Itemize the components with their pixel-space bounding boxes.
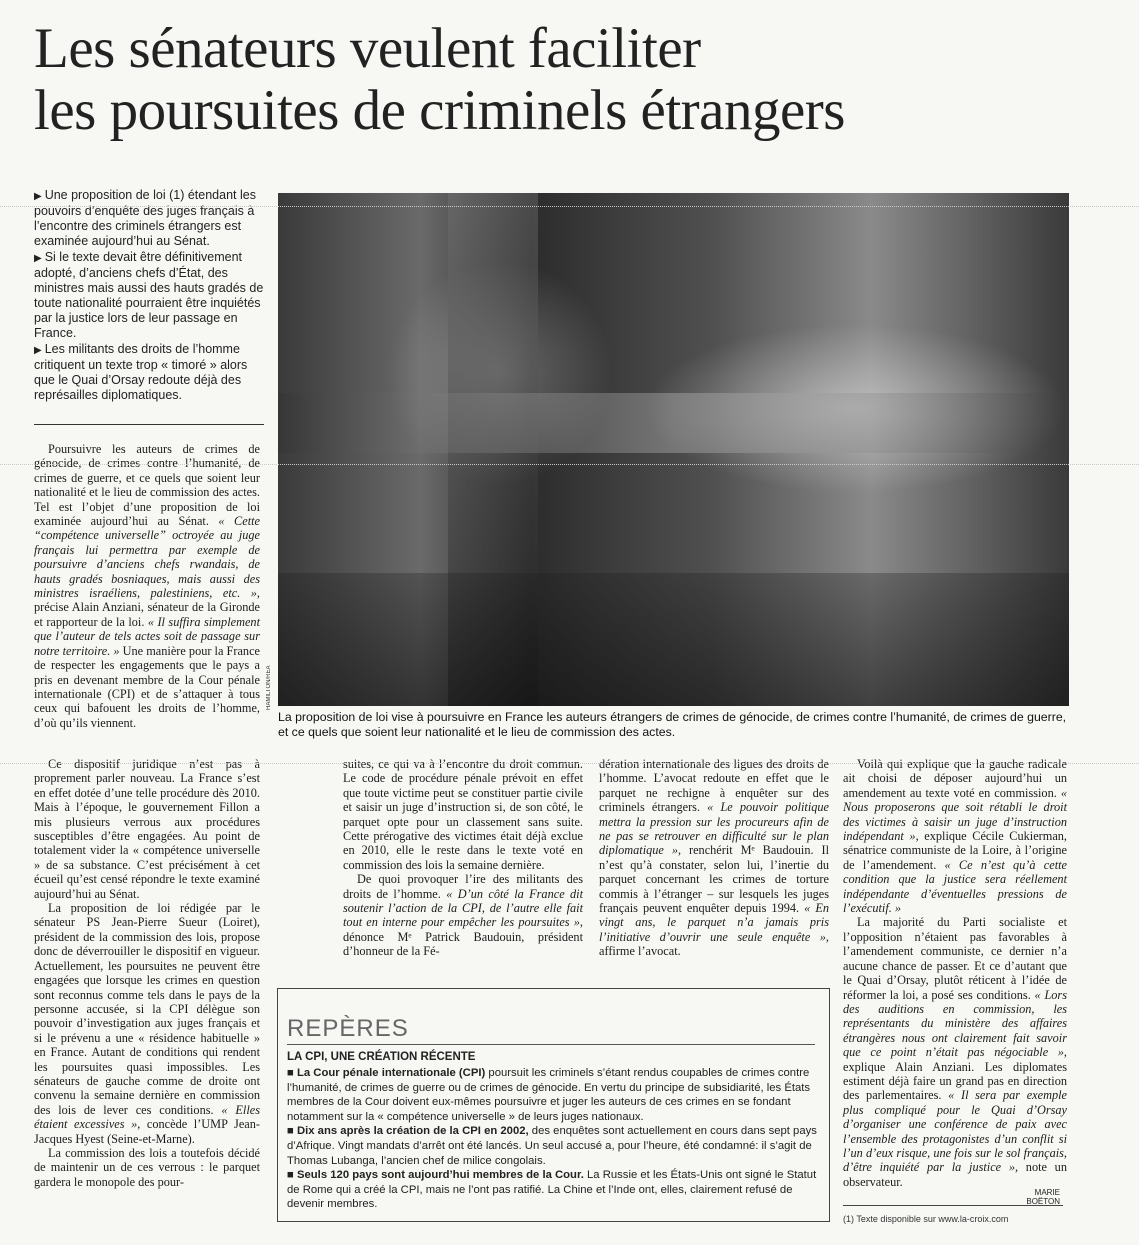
reperes-body xyxy=(287,1066,819,1212)
photo-credit: HAMILTON/REA xyxy=(266,665,272,710)
scan-artifact-line xyxy=(0,464,1139,465)
lead-item-text: Si le texte devait être définitivement adopté, d’anciens chefs d’État, des ministres mais aussi des hauts gradés de toute nationalité pourraient être inquiétés par la justice lors de leur passage en France. xyxy=(34,250,264,340)
scan-artifact-line xyxy=(0,206,1139,207)
bullet-icon: ■ xyxy=(287,1125,297,1138)
headline-line-2: les poursuites de criminels étrangers xyxy=(34,79,845,142)
lead-item xyxy=(34,188,264,249)
article-paragraph: La majorité du Parti socialiste et l’opposition n’étaient pas favorables à l’amendement communiste, ce dernier n’a aucune chance de passer. Et ce d’autant que le Quai d’Orsay, plutôt réticent à l’idée de réformer la loi, a posé ses conditions. « Lors des auditions en commission, les représentants du ministère des affaires étrangères nous ont clairement fait savoir que ce point n’était pas négociable », explique Alain Anziani. Les diplomates estiment déjà faire un grand pas en direction des parlementaires. « Il sera par exemple plus compliqué pour le Quai d’Orsay d’organiser une conférence de paix avec l’ensemble des protagonistes d’un conflit si l’un d’eux risque, une fois sur le sol français, d’être inquiété par la justice », note un observateur. xyxy=(843,915,1068,1189)
lead-summary xyxy=(34,188,264,404)
footnote: (1) Texte disponible sur www.la-croix.com xyxy=(843,1214,1009,1224)
headline xyxy=(34,18,1124,142)
reperes-item: ■ Dix ans après la création de la CPI en 2002, des enquêtes sont actuellement en cours dans sept pays d’Afrique. Vingt mandats d’arrêt ont été lancés. Un seul accusé a, pour l’heure, été condamné: il s’agit de Thomas Lubanga, l’ancien chef de milice congolais. xyxy=(287,1125,817,1167)
scan-artifact-line xyxy=(0,763,1139,764)
bullet-icon: ▶ xyxy=(34,345,42,356)
article-column-4 xyxy=(843,757,1067,1189)
article-column-1-top xyxy=(34,442,260,730)
author-signature: MARIE BOËTON xyxy=(1026,1188,1060,1206)
article-paragraph: Ce dispositif juridique n’est pas à proprement parler nouveau. La France s’est en effet dotée d’une telle procédure dès 2010. Mais à l’époque, le gouvernement Fillon a mis plusieurs verrous aux procédures susceptibles d’être engagées. Au point de totalement vider la « compétence universelle » de sa substance. C’est précisément à cet écueil qu’est censé répondre le texte examiné aujourd’hui au Sénat. xyxy=(34,757,260,901)
article-paragraph: Poursuivre les auteurs de crimes de génocide, de crimes contre l’humanité, de crimes de guerre, et ce quels que soient leur nationalité et le lieu de commission des actes. Tel est l’objet d’une proposition de loi examinée aujourd’hui au Sénat. « Cette “compétence universelle” octroyée au juge français lui permettra par exemple de poursuivre d’anciens chefs rwandais, de hauts gradés bosniaques, mais aussi des ministres israéliens, palestiniens, etc. », précise Alain Anziani, sénateur de la Gironde et rapporteur de la loi. « Il suffira simplement que l’auteur de tels actes soit de passage sur notre territoire. » Une manière pour la France de respecter les engagements que le pays a pris en devenant membre de la Cour pénale internationale (CPI) et de s’attaquer à tous ceux qui bafouent les droits de l’homme, d’où qu’ils viennent. xyxy=(34,442,260,730)
article-photo xyxy=(278,193,1069,706)
bullet-icon: ■ xyxy=(287,1067,297,1079)
article-paragraph: suites, ce qui va à l’encontre du droit commun. Le code de procédure pénale prévoit en effet que toute victime peut se constituer partie civile et saisir un juge d’instruction si, de son côté, le parquet opte pour un classement sans suite. Cette prérogative des victimes était déjà exclue en 2010, elle le reste dans le texte voté en commission des lois la semaine dernière. xyxy=(343,757,583,872)
article-column-3 xyxy=(599,757,829,959)
reperes-item: ■ Seuls 120 pays sont aujourd’hui membres de la Cour. La Russie et les États-Unis ont signé le Statut de Rome qui a créé la CPI, mais ne l’ont pas ratifié. La Chine et l’Inde ont, elles, clairement refusé de devenir membres. xyxy=(287,1169,817,1211)
article-column-2 xyxy=(343,757,583,959)
lead-divider xyxy=(34,424,264,425)
photo-caption: La proposition de loi vise à poursuivre en France les auteurs étrangers de crimes de génocide, de crimes contre l’humanité, de crimes de guerre, et ce quels que soient leur nationalité et le lieu de commission des actes. xyxy=(278,710,1067,739)
lead-item-text: Une proposition de loi (1) étendant les pouvoirs d’enquête des juges français à l’encontre des criminels étrangers est examinée aujourd’hui au Sénat. xyxy=(34,188,256,248)
reperes-item: ■ La Cour pénale internationale (CPI) poursuit les criminels s’étant rendus coupables de crimes contre l’humanité, de crimes de guerre ou de crimes de génocide. En vertu du principe de subsidiarité, les États membres de la Cour doivent eux-mêmes poursuivre et juger les auteurs de ces crimes en se fondant notamment sur la « compétence universelle » de leurs juges nationaux. xyxy=(287,1067,811,1123)
reperes-divider xyxy=(287,1044,815,1045)
footnote-divider xyxy=(843,1205,1063,1206)
lead-item xyxy=(34,250,264,341)
article-paragraph: Voilà qui explique que la gauche radicale ait choisi de déposer aujourd’hui un amendement au texte voté en commission. « Nous proposerons que soit rétabli le droit des victimes à saisir un juge d’instruction indépendant », explique Cécile Cukierman, sénatrice communiste de la Loire, à l’origine de l’amendement. « Ce n’est qu’à cette condition que la justice sera réellement indépendante d’éventuelles pressions de l’exécutif. » xyxy=(843,757,1068,916)
photo-shade xyxy=(278,393,1069,453)
article-column-1-bottom xyxy=(34,757,260,1189)
article-paragraph: De quoi provoquer l’ire des militants des droits de l’homme. « D’un côté la France dit soutenir l’action de la CPI, de l’autre elle fait tout en interne pour empêcher les poursuites », dénonce Mᵉ Patrick Baudouin, président d’honneur de la Fé- xyxy=(343,872,583,959)
lead-item-text: Les militants des droits de l’homme critiquent un texte trop « timoré » alors que le Quai d’Orsay redoute déjà des représailles diplomatiques. xyxy=(34,342,248,402)
bullet-icon: ▶ xyxy=(34,253,42,264)
article-paragraph: La commission des lois a toutefois décidé de maintenir un de ces verrous : le parquet gardera le monopole des pour- xyxy=(34,1145,260,1189)
article-paragraph: dération internationale des ligues des droits de l’homme. L’avocat redoute en effet que le parquet ne rechigne à enquêter sur des criminels étrangers. « Le pouvoir politique mettra la pression sur les procureurs afin de ne pas se retrouver en difficulté sur le plan diplomatique », renchérit Mᵉ Baudouin. Il n’est qu’à constater, selon lui, l’inertie du parquet concernant les crimes de torture commis à l’étranger – sur lesquels les juges français peuvent enquêter depuis 1994. « En vingt ans, le parquet n’a jamais pris l’initiative d’ouvrir une seule enquête », affirme l’avocat. xyxy=(599,757,829,959)
article-paragraph: La proposition de loi rédigée par le sénateur PS Jean-Pierre Sueur (Loiret), président de la commission des lois, propose donc de déverrouiller le dispositif en vigueur. Actuellement, les poursuites ne peuvent être engagées que lorsque les crimes en question sont reconnus comme tels dans le pays de la personne accusée, si la CPI délègue son pouvoir d’investigation aux juges français et si le prévenu a une « résidence habituelle » en France. Autant de conditions qui rendent les poursuites quasi impossibles. Les sénateurs de gauche comme de droite ont convenu la semaine dernière en commission des lois de lever ces conditions. « Elles étaient excessives », concède l’UMP Jean-Jacques Hyest (Seine-et-Marne). xyxy=(34,901,261,1146)
headline-line-1: Les sénateurs veulent faciliter xyxy=(34,17,701,80)
lead-item xyxy=(34,342,264,403)
photo-shade xyxy=(278,573,1069,706)
bullet-icon: ■ xyxy=(287,1169,297,1182)
reperes-title: REPÈRES xyxy=(287,1015,409,1042)
reperes-subtitle: LA CPI, UNE CRÉATION RÉCENTE xyxy=(287,1051,476,1063)
bullet-icon: ▶ xyxy=(34,191,42,202)
